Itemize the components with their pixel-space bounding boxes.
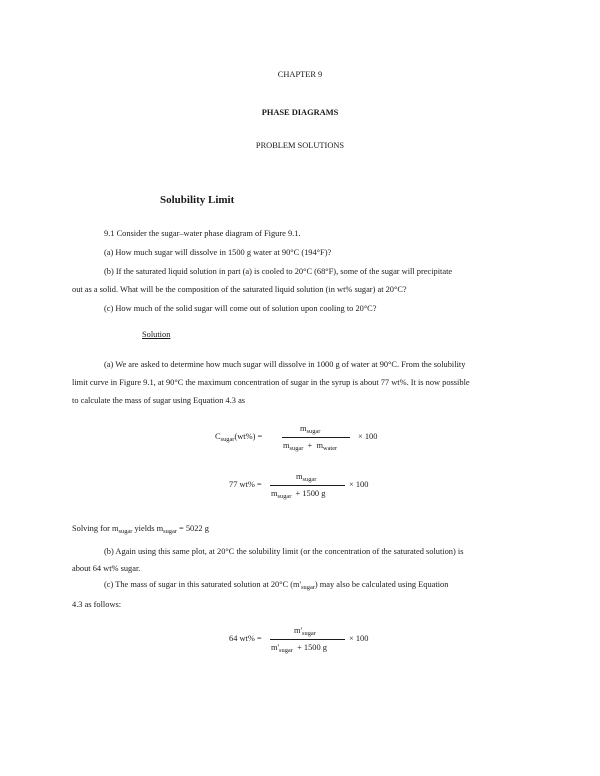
solution-b-line1: (b) Again using this same plot, at 20°C the solubility limit (or the concentration of the saturated solution) is xyxy=(104,547,464,556)
eq1-lhs: $C_{sugar}(wt\%)$ = xyxy=(215,432,263,443)
solution-c-line1: (c) The mass of sugar in this saturated solution at 20°C $(m'_{sugar})$ may also be calculated using Equation xyxy=(104,580,449,591)
eq3-denominator: $m'_{sugar} + 1500$ g xyxy=(271,643,327,654)
eq3-fraction-bar xyxy=(270,639,345,640)
section-title: Solubility Limit xyxy=(160,194,235,206)
chapter-title: PHASE DIAGRAMS xyxy=(261,108,339,117)
solution-b-line2: about 64 wt% sugar. xyxy=(72,564,141,573)
eq1-numerator: $m_{sugar}$ xyxy=(300,424,321,435)
solution-label: Solution xyxy=(142,330,171,339)
eq2-times: × 100 xyxy=(349,480,369,489)
problem-intro: 9.1 Consider the sugar–water phase diagram of Figure 9.1. xyxy=(104,229,301,238)
eq3-numerator: $m'_{sugar}$ xyxy=(294,626,316,637)
eq2-denominator: $m_{sugar} + 1500$ g xyxy=(271,489,326,500)
solution-a-line3: to calculate the mass of sugar using Equation 4.3 as xyxy=(72,396,246,405)
chapter-label: CHAPTER 9 xyxy=(277,70,323,79)
chapter-subtitle: PROBLEM SOLUTIONS xyxy=(255,141,345,150)
solving-line: Solving for $m_{sugar}$ yields $m_{sugar} = 5022$ g xyxy=(72,524,209,535)
problem-part-a: (a) How much sugar will dissolve in 1500 g water at 90°C (194°F)? xyxy=(104,248,332,257)
eq2-lhs: 77 wt% = xyxy=(229,480,262,489)
eq3-lhs: 64 wt% = xyxy=(229,634,262,643)
solution-a-line2: limit curve in Figure 9.1, at 90°C the maximum concentration of sugar in the syrup is about 77 wt%. It is now possible xyxy=(72,378,470,387)
solution-a-line1: (a) We are asked to determine how much sugar will dissolve in 1000 g of water at 90°C. From the solubility xyxy=(104,360,466,369)
solution-c-line2: 4.3 as follows: xyxy=(72,600,122,609)
eq2-numerator: $m_{sugar}$ xyxy=(296,472,317,483)
eq1-fraction-bar xyxy=(282,437,350,438)
eq3-times: × 100 xyxy=(349,634,369,643)
eq2-fraction-bar xyxy=(270,485,345,486)
problem-part-c: (c) How much of the solid sugar will come out of solution upon cooling to 20°C? xyxy=(104,304,377,313)
eq1-times: × 100 xyxy=(358,432,378,441)
eq1-denominator: $m_{sugar} + m_{water}$ xyxy=(283,441,338,452)
problem-part-b-line2: out as a solid. What will be the composition of the saturated liquid solution (in wt% sugar) at 20°C? xyxy=(72,285,407,294)
problem-part-b-line1: (b) If the saturated liquid solution in part (a) is cooled to 20°C (68°F), some of the sugar will precipitate xyxy=(104,267,453,276)
